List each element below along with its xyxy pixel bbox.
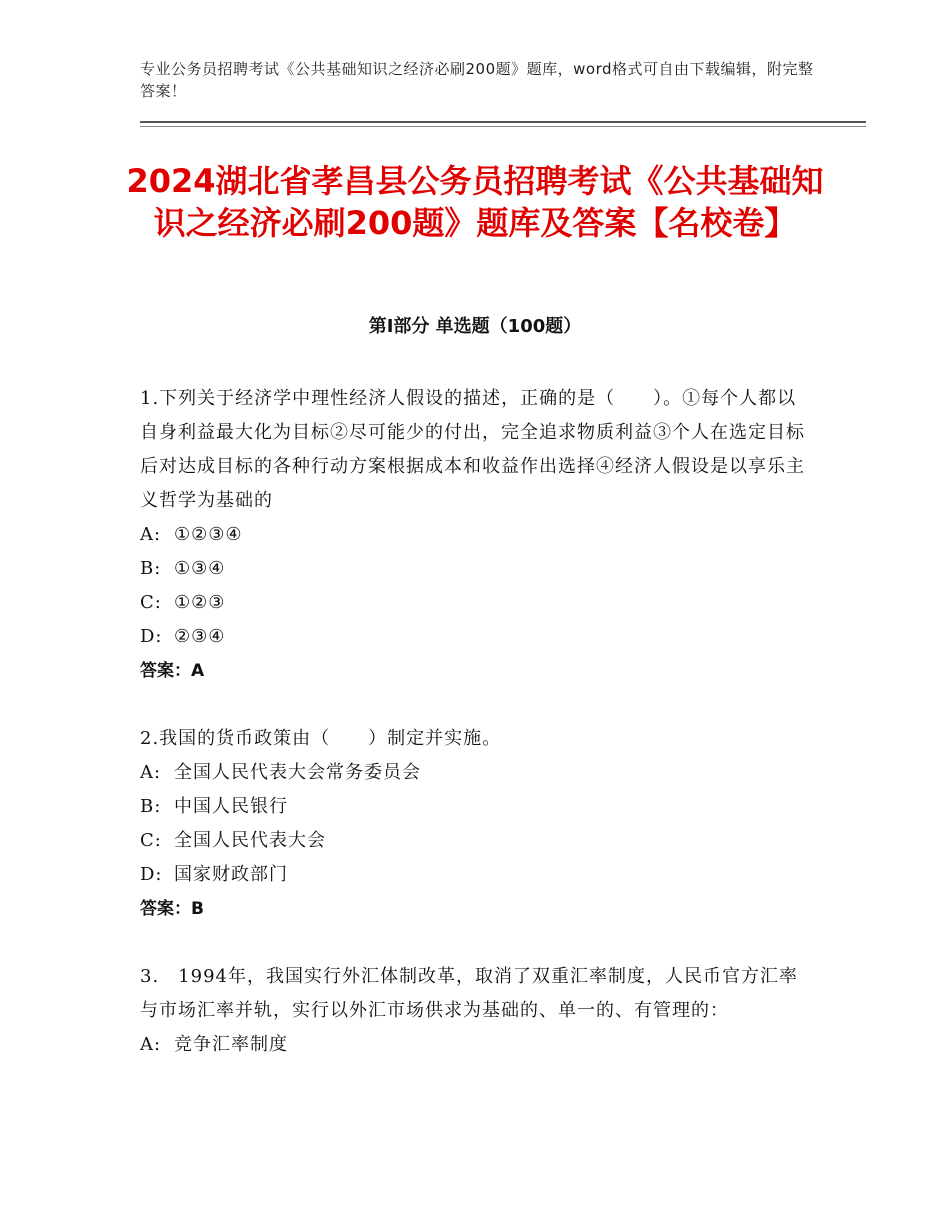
option-d bbox=[140, 620, 810, 654]
option-c bbox=[140, 824, 810, 858]
option-d bbox=[140, 858, 810, 892]
option-text: 中国人民银行 bbox=[174, 796, 288, 817]
option-b bbox=[140, 552, 810, 586]
question-stem: 2.我国的货币政策由（ ）制定并实施。 bbox=[140, 728, 502, 749]
option-letter: A: bbox=[140, 1034, 162, 1055]
option-text: ①②③ bbox=[174, 592, 226, 613]
option-text: 国家财政部门 bbox=[174, 864, 288, 885]
option-text: 竞争汇率制度 bbox=[174, 1034, 288, 1055]
option-a bbox=[140, 518, 810, 552]
option-letter: C: bbox=[140, 592, 162, 613]
option-a bbox=[140, 1028, 810, 1062]
question-3 bbox=[140, 960, 810, 1062]
option-letter: B: bbox=[140, 558, 162, 579]
option-letter: A: bbox=[140, 762, 162, 783]
option-b bbox=[140, 790, 810, 824]
option-letter: D: bbox=[140, 864, 163, 885]
question-2 bbox=[140, 722, 810, 926]
option-text: 全国人民代表大会常务委员会 bbox=[174, 762, 421, 783]
question-1 bbox=[140, 382, 810, 688]
answer-line: 答案：B bbox=[140, 899, 204, 919]
option-letter: A: bbox=[140, 524, 162, 545]
option-text: ①③④ bbox=[174, 558, 226, 579]
header-rule-thin bbox=[140, 126, 866, 127]
section-title: 第Ⅰ部分 单选题（100题） bbox=[368, 316, 582, 337]
option-text: ②③④ bbox=[174, 626, 226, 647]
answer-line: 答案：A bbox=[140, 661, 205, 681]
option-c bbox=[140, 586, 810, 620]
header-note: 专业公务员招聘考试《公共基础知识之经济必刷200题》题库，word格式可自由下载编辑，附完整答案！ bbox=[140, 60, 814, 100]
option-letter: C: bbox=[140, 830, 162, 851]
question-stem: 3. 1994年，我国实行外汇体制改革，取消了双重汇率制度，人民币官方汇率与市场汇率并轨，实行以外汇市场供求为基础的、单一的、有管理的： bbox=[140, 966, 798, 1021]
option-text: ①②③④ bbox=[174, 524, 243, 545]
option-letter: D: bbox=[140, 626, 163, 647]
question-stem: 1.下列关于经济学中理性经济人假设的描述，正确的是（ ）。①每个人都以自身利益最大化为目标②尽可能少的付出，完全追求物质利益③个人在选定目标后对达成目标的各种行动方案根据成本和收益作出选择④经济人假设是以享乐主义哲学为基础的 bbox=[140, 388, 805, 511]
option-letter: B: bbox=[140, 796, 162, 817]
header-rule-thick bbox=[140, 121, 866, 123]
document-title: 2024湖北省孝昌县公务员招聘考试《公共基础知识之经济必刷200题》题库及答案【名校卷】 bbox=[126, 162, 824, 242]
option-a bbox=[140, 756, 810, 790]
option-text: 全国人民代表大会 bbox=[174, 830, 326, 851]
question-list bbox=[140, 382, 810, 1096]
